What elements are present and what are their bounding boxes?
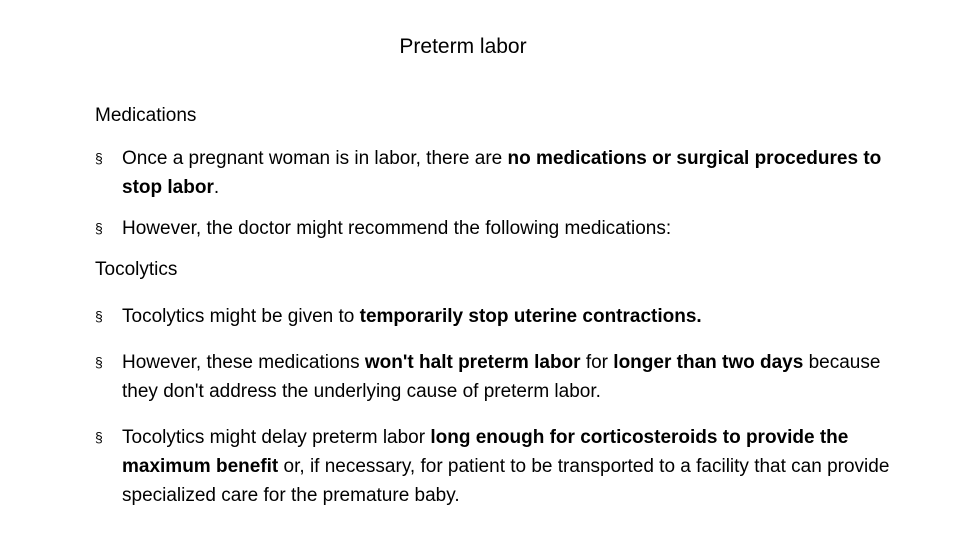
bullet-marker-icon: §: [95, 429, 103, 445]
bullet-marker-icon: §: [95, 220, 103, 236]
bullet-text: Once a pregnant woman is in labor, there are no medications or surgical procedures to stop labor.: [122, 148, 882, 198]
bullet-item-wont-halt: [95, 348, 915, 406]
bullet-text: Tocolytics might delay preterm labor long enough for corticosteroids to provide the maximum benefit or, if necessary, for patient to be transported to a facility that can provide specialized care for the premature baby.: [122, 427, 890, 506]
section-heading-medications: Medications: [95, 105, 197, 126]
bullet-text: However, the doctor might recommend the following medications:: [122, 218, 672, 239]
bullet-marker-icon: §: [95, 308, 103, 324]
bullet-marker-icon: §: [95, 150, 103, 166]
bullet-item-delay-preterm-labor: [95, 423, 915, 510]
bullet-item-no-medications: [95, 144, 915, 202]
section-heading-tocolytics: Tocolytics: [95, 259, 178, 280]
bullet-item-temporarily-stop: [95, 302, 915, 331]
bullet-item-recommend-medications: [95, 214, 915, 243]
bullet-marker-icon: §: [95, 354, 103, 370]
bullet-text: Tocolytics might be given to temporarily stop uterine contractions.: [122, 306, 702, 327]
slide-title: Preterm labor: [399, 35, 527, 58]
bullet-text: However, these medications won't halt preterm labor for longer than two days because they don't address the underlying cause of preterm labor.: [122, 352, 881, 402]
